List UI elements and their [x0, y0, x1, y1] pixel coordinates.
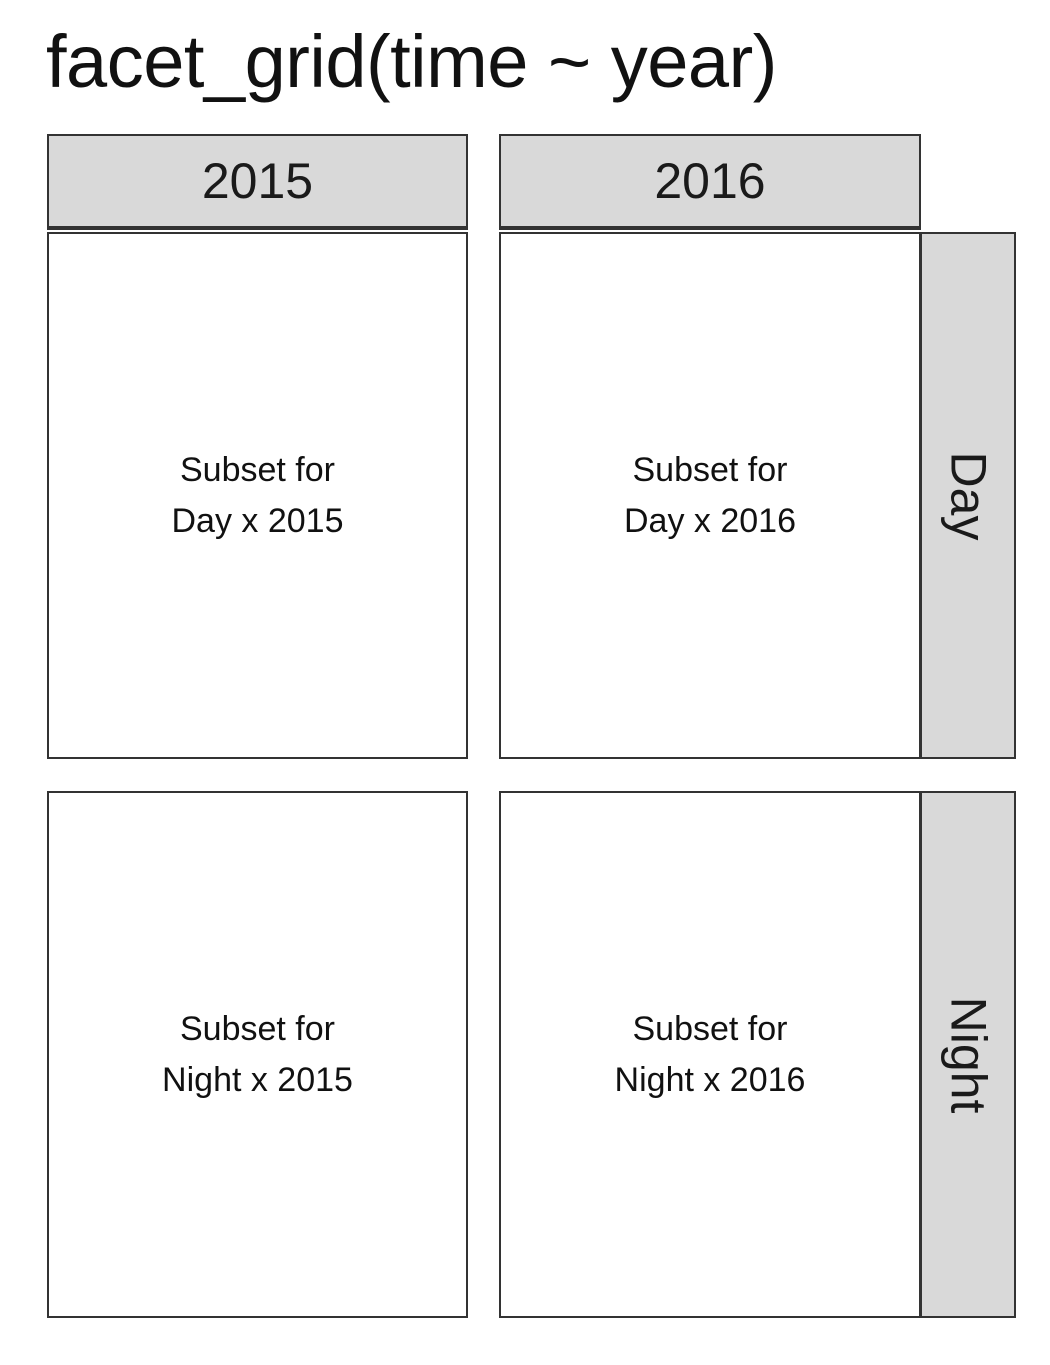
panel-label: [172, 445, 344, 547]
panel-label: [615, 1004, 806, 1106]
panel-night-2015: [47, 791, 468, 1318]
column-strip-label: 2015: [201, 153, 314, 209]
panel-label: [624, 445, 796, 547]
panel-label-line2: Day x 2015: [171, 501, 344, 540]
panel-night-2016: [499, 791, 921, 1318]
row-strip-day: [918, 232, 1016, 759]
column-strip-label: 2016: [654, 153, 766, 209]
row-strip-label: Day: [939, 451, 996, 540]
diagram-title: facet_grid(time ~ year): [46, 20, 777, 103]
panel-label-line1: Subset for: [180, 1009, 335, 1048]
panel-label-line2: Night x 2015: [162, 1060, 353, 1099]
panel-label: [162, 1004, 353, 1106]
column-strip-2015: [47, 134, 468, 230]
column-strip-2016: [499, 134, 921, 230]
panel-label-line1: Subset for: [180, 450, 335, 489]
row-strip-label: Night: [940, 996, 997, 1113]
panel-day-2015: [47, 232, 468, 759]
panel-label-line1: Subset for: [632, 1009, 788, 1048]
panel-label-line2: Night x 2016: [614, 1060, 806, 1099]
row-strip-night: [918, 791, 1016, 1318]
panel-label-line2: Day x 2016: [624, 501, 796, 540]
panel-day-2016: [499, 232, 921, 759]
panel-label-line1: Subset for: [632, 450, 788, 489]
